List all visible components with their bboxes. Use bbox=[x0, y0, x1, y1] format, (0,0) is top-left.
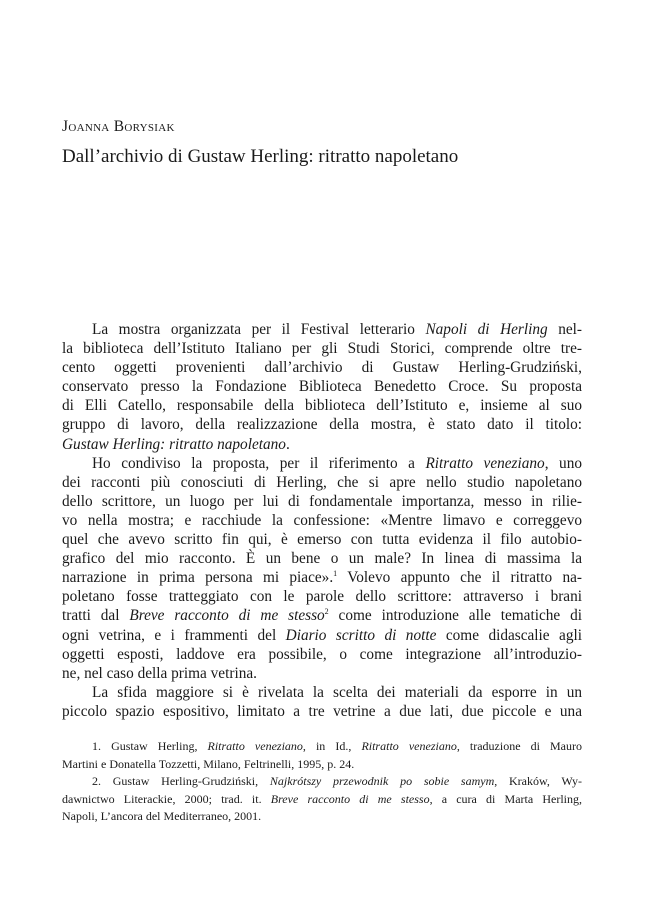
paragraph-line: piccolo spazio espositivo, limitato a tre vetrine a due lati, due piccole e una bbox=[62, 702, 582, 720]
paragraph-line: ne, nel caso della prima vetrina. bbox=[62, 664, 257, 682]
footnote-ref-2[interactable]: 2 bbox=[324, 607, 329, 617]
footnote-line: 2. Gustaw Herling-Grudziński, Najkrótszy przewodnik po sobie samym, Kraków, Wy- bbox=[92, 774, 583, 789]
paragraph-line: Ho condiviso la proposta, per il riferimento a Ritratto veneziano, uno bbox=[92, 454, 582, 472]
footnote-line: dawnictwo Literackie, 2000; trad. it. Breve racconto di me stesso, a cura di Marta Herling, bbox=[62, 791, 582, 806]
paragraph-line: vo nella mostra; e racchiude la confessione: «Mentre limavo e correggevo bbox=[62, 511, 582, 529]
paragraph-line: di Elli Catello, responsabile della biblioteca dell’Istituto e, insieme al suo bbox=[62, 397, 582, 415]
paragraph-line: quel che avevo scritto fin qui, è emerso con tutta evidenza il filo autobio- bbox=[62, 531, 582, 549]
paragraph-line: grafico del mio racconto. È un bene o un male? In linea di massima la bbox=[62, 550, 582, 568]
footnote-ref-1[interactable]: 1 bbox=[333, 569, 338, 579]
paragraph-line: ogni vetrina, e i frammenti del Diario scritto di notte come didascalie agli bbox=[62, 626, 582, 644]
author-name: Joanna Borysiak bbox=[62, 118, 175, 135]
paragraph-line: Gustaw Herling: ritratto napoletano. bbox=[62, 435, 290, 453]
paragraph-line: la biblioteca dell’Istituto Italiano per gli Studi Storici, comprende oltre tre- bbox=[62, 340, 582, 358]
footnote-line: Napoli, L’ancora del Mediterraneo, 2001. bbox=[62, 809, 262, 824]
paragraph-line: gruppo di lavoro, della realizzazione della mostra, è stato dato il titolo: bbox=[62, 416, 582, 434]
paragraph-line: poletano fosse tratteggiato con le parole dello scrittore: attraverso i brani bbox=[62, 588, 582, 606]
article-body bbox=[62, 320, 582, 721]
article-title: Dall’archivio di Gustaw Herling: ritratto napoletano bbox=[62, 146, 459, 167]
paragraph-line: dello scrittore, un luogo per lui di fondamentale importanza, messo in rilie- bbox=[62, 492, 582, 510]
paragraph-line: La mostra organizzata per il Festival letterario Napoli di Herling nel- bbox=[92, 321, 582, 338]
paragraph-line: narrazione in prima persona mi piace».$^1$ Volevo appunto che il ritratto na- bbox=[62, 569, 582, 587]
footnote-line: 1. Gustaw Herling, Ritratto veneziano, in Id., Ritratto veneziano, traduzione di Mauro bbox=[92, 739, 582, 753]
footnotes bbox=[62, 738, 582, 826]
paragraph-line: conservato presso la Fondazione Biblioteca Benedetto Croce. Su proposta bbox=[62, 378, 582, 396]
footnote-line: Martini e Donatella Tozzetti, Milano, Feltrinelli, 1995, p. 24. bbox=[62, 756, 355, 771]
paragraph-line: dei racconti più conosciuti di Herling, che si apre nello studio napoletano bbox=[62, 473, 582, 491]
paragraph-line: tratti dal Breve racconto di me stesso$^2$ come introduzione alle tematiche di bbox=[62, 607, 582, 625]
paragraph-line: oggetti esposti, laddove era possibile, o come integrazione all’introduzio- bbox=[62, 645, 582, 663]
paragraph-line: cento oggetti provenienti dall’archivio di Gustaw Herling-Grudziński, bbox=[62, 359, 582, 377]
paragraph-line: La sfida maggiore si è rivelata la scelta dei materiali da esporre in un bbox=[92, 683, 582, 701]
